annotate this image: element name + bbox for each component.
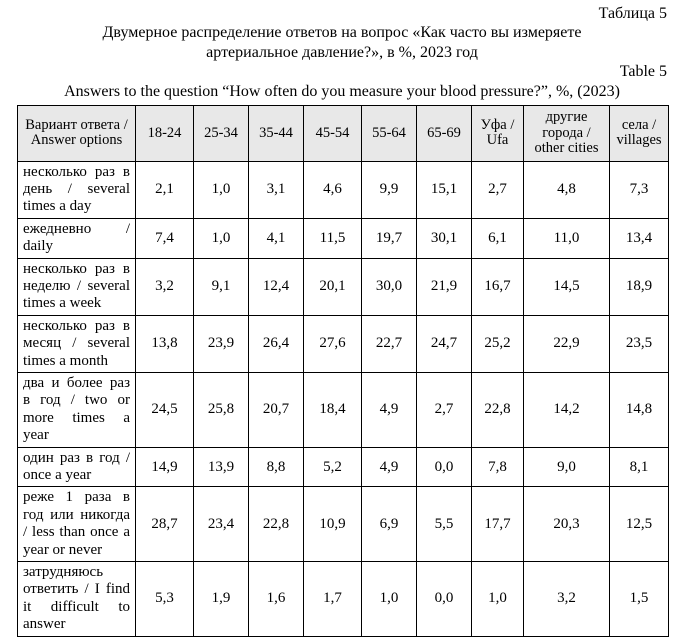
table-number-ru: Таблица 5 bbox=[598, 5, 667, 22]
value-cell: 23,4 bbox=[194, 487, 249, 562]
value-cell: 11,0 bbox=[524, 218, 610, 258]
value-cell: 30,0 bbox=[362, 258, 417, 315]
table-row bbox=[18, 161, 669, 218]
value-cell: 23,9 bbox=[194, 315, 249, 372]
value-cell: 7,8 bbox=[472, 447, 524, 487]
column-header: 35-44 bbox=[249, 106, 304, 162]
value-cell: 5,5 bbox=[417, 487, 472, 562]
column-header: другие города / other cities bbox=[524, 106, 610, 162]
value-cell: 16,7 bbox=[472, 258, 524, 315]
table-number-en: Table 5 bbox=[619, 63, 667, 81]
column-header: 55-64 bbox=[362, 106, 417, 162]
value-cell: 24,5 bbox=[136, 373, 194, 448]
row-label: два и более раз в год / two or more times a year bbox=[18, 373, 136, 448]
table-header-row bbox=[18, 106, 669, 162]
value-cell: 4,6 bbox=[304, 161, 362, 218]
value-cell: 0,0 bbox=[417, 447, 472, 487]
value-cell: 3,2 bbox=[136, 258, 194, 315]
distribution-table bbox=[17, 105, 669, 637]
table-row bbox=[18, 258, 669, 315]
value-cell: 11,5 bbox=[304, 218, 362, 258]
value-cell: 2,7 bbox=[472, 161, 524, 218]
value-cell: 25,8 bbox=[194, 373, 249, 448]
value-cell: 8,1 bbox=[610, 447, 669, 487]
value-cell: 4,9 bbox=[362, 373, 417, 448]
header-answer-options: Вариант ответа / Answer options bbox=[18, 106, 136, 162]
column-header: 45-54 bbox=[304, 106, 362, 162]
value-cell: 14,8 bbox=[610, 373, 669, 448]
value-cell: 21,9 bbox=[417, 258, 472, 315]
table-row bbox=[18, 562, 669, 637]
table-row bbox=[18, 487, 669, 562]
value-cell: 2,1 bbox=[136, 161, 194, 218]
value-cell: 1,0 bbox=[194, 218, 249, 258]
value-cell: 1,0 bbox=[362, 562, 417, 637]
value-cell: 6,1 bbox=[472, 218, 524, 258]
value-cell: 5,3 bbox=[136, 562, 194, 637]
value-cell: 14,5 bbox=[524, 258, 610, 315]
value-cell: 1,9 bbox=[194, 562, 249, 637]
value-cell: 18,9 bbox=[610, 258, 669, 315]
value-cell: 4,9 bbox=[362, 447, 417, 487]
value-cell: 22,8 bbox=[249, 487, 304, 562]
value-cell: 1,0 bbox=[194, 161, 249, 218]
value-cell: 18,4 bbox=[304, 373, 362, 448]
value-cell: 12,4 bbox=[249, 258, 304, 315]
value-cell: 23,5 bbox=[610, 315, 669, 372]
value-cell: 7,4 bbox=[136, 218, 194, 258]
value-cell: 1,5 bbox=[610, 562, 669, 637]
row-label: ежедневно / daily bbox=[18, 218, 136, 258]
value-cell: 1,6 bbox=[249, 562, 304, 637]
value-cell: 24,7 bbox=[417, 315, 472, 372]
value-cell: 9,9 bbox=[362, 161, 417, 218]
value-cell: 22,7 bbox=[362, 315, 417, 372]
value-cell: 14,2 bbox=[524, 373, 610, 448]
value-cell: 17,7 bbox=[472, 487, 524, 562]
value-cell: 12,5 bbox=[610, 487, 669, 562]
value-cell: 25,2 bbox=[472, 315, 524, 372]
table-row bbox=[18, 447, 669, 487]
row-label: реже 1 раза в год или никогда / less than once a year or never bbox=[18, 487, 136, 562]
row-label: несколько раз в день / several times a day bbox=[18, 161, 136, 218]
column-header: Уфа / Ufa bbox=[472, 106, 524, 162]
value-cell: 26,4 bbox=[249, 315, 304, 372]
value-cell: 22,9 bbox=[524, 315, 610, 372]
value-cell: 10,9 bbox=[304, 487, 362, 562]
value-cell: 9,1 bbox=[194, 258, 249, 315]
value-cell: 15,1 bbox=[417, 161, 472, 218]
column-header: села / villages bbox=[610, 106, 669, 162]
table-row bbox=[18, 218, 669, 258]
value-cell: 22,8 bbox=[472, 373, 524, 448]
column-header: 25-34 bbox=[194, 106, 249, 162]
value-cell: 6,9 bbox=[362, 487, 417, 562]
value-cell: 13,8 bbox=[136, 315, 194, 372]
row-label: несколько раз в неделю / several times a week bbox=[18, 258, 136, 315]
value-cell: 30,1 bbox=[417, 218, 472, 258]
column-header: 65-69 bbox=[417, 106, 472, 162]
value-cell: 19,7 bbox=[362, 218, 417, 258]
value-cell: 20,3 bbox=[524, 487, 610, 562]
row-label: один раз в год / once a year bbox=[18, 447, 136, 487]
value-cell: 4,1 bbox=[249, 218, 304, 258]
value-cell: 20,7 bbox=[249, 373, 304, 448]
value-cell: 28,7 bbox=[136, 487, 194, 562]
value-cell: 8,8 bbox=[249, 447, 304, 487]
value-cell: 5,2 bbox=[304, 447, 362, 487]
column-header: 18-24 bbox=[136, 106, 194, 162]
value-cell: 4,8 bbox=[524, 161, 610, 218]
table-row bbox=[18, 315, 669, 372]
table-title-en: Answers to the question “How often do you measure your blood pressure?”, %, (2023) bbox=[64, 82, 620, 100]
table-title-ru: Двумерное распределение ответов на вопрос «Как часто вы измеряете артериальное давление?», в %, 2023 год bbox=[102, 24, 582, 61]
row-label: несколько раз в месяц / several times a month bbox=[18, 315, 136, 372]
value-cell: 3,2 bbox=[524, 562, 610, 637]
value-cell: 7,3 bbox=[610, 161, 669, 218]
value-cell: 3,1 bbox=[249, 161, 304, 218]
row-label: затрудняюсь ответить / I find it difficult to answer bbox=[18, 562, 136, 637]
value-cell: 1,0 bbox=[472, 562, 524, 637]
value-cell: 1,7 bbox=[304, 562, 362, 637]
value-cell: 9,0 bbox=[524, 447, 610, 487]
value-cell: 0,0 bbox=[417, 562, 472, 637]
value-cell: 27,6 bbox=[304, 315, 362, 372]
table-row bbox=[18, 373, 669, 448]
value-cell: 13,9 bbox=[194, 447, 249, 487]
value-cell: 13,4 bbox=[610, 218, 669, 258]
value-cell: 14,9 bbox=[136, 447, 194, 487]
value-cell: 2,7 bbox=[417, 373, 472, 448]
value-cell: 20,1 bbox=[304, 258, 362, 315]
